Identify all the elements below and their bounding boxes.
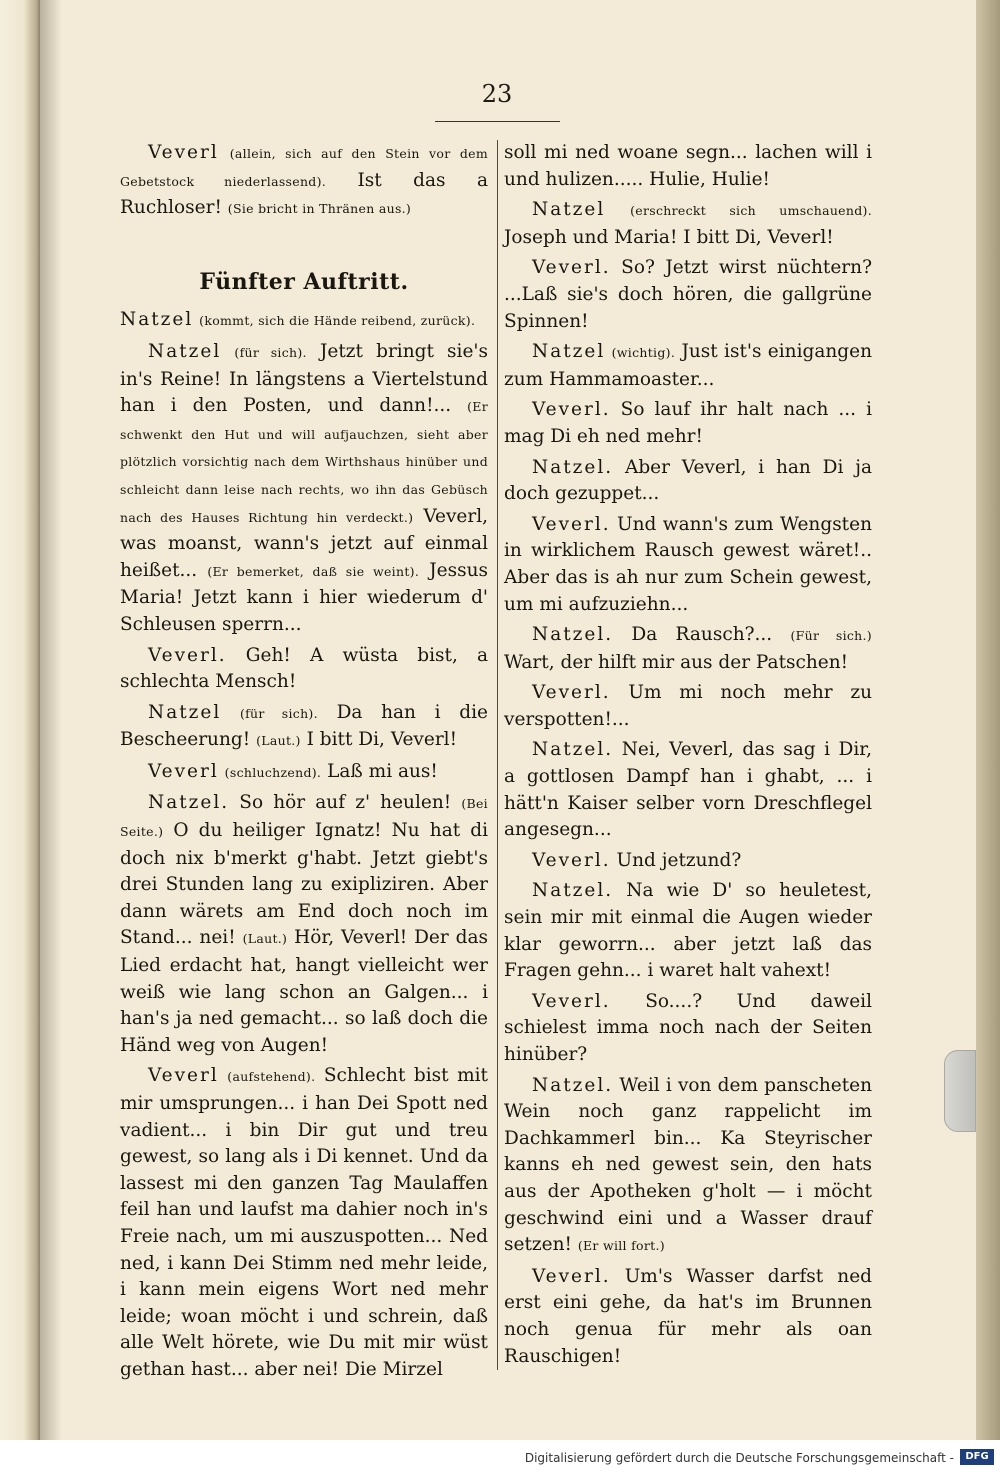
paragraph bbox=[504, 848, 872, 875]
speaker-name: Veverl bbox=[148, 142, 219, 163]
paragraph bbox=[120, 790, 488, 1059]
speaker-name: Natzel. bbox=[532, 739, 614, 761]
paragraph bbox=[504, 197, 872, 251]
stage-direction: (Er schwenkt den Hut und will aufjauchzen, sieht aber plötzlich vorsichtig nach dem Wirthshaus hinüber und schleicht dann leise nach rechts, wo ihn das Gebüsch nach des Hauses Richtung hin verdeckt.) bbox=[120, 399, 488, 525]
speaker-name: Natzel. bbox=[532, 1074, 614, 1096]
speaker-name: Veverl. bbox=[532, 257, 611, 279]
dialogue-text: Schlecht bist mit mir umsprungen... i han Dei Spott ned vadient... i bin Dir gut und treu gewest, so lang als i Di kennet. Und da lassest mi den ganzen Tag Maulaffen feil han und laufst ma dahier noch in's Freie nach, um mi auszuspotten... Ned ned, i kann Dei Stimm ned mehr leide, i kann mein eigens Wort ned mehr leide; woan möcht i und schrein, daß alle Welt hörete, wie Du mit mir wüst gethan hast... aber nei! Die Mirzel bbox=[120, 1065, 488, 1380]
stage-direction: (erschreckt sich umschauend). bbox=[630, 203, 872, 219]
paragraph bbox=[120, 339, 488, 639]
header-rule bbox=[435, 121, 560, 122]
dialogue-text: Und wann's zum Wengsten in wirklichem Rausch gewest wäret!.. Aber das is ah nur zum Schein gewest, um mi aufzuziehn... bbox=[504, 513, 872, 615]
dialogue-text: Hör, Veverl! Der das Lied erdacht hat, hangt vielleicht wer weiß wie lang schon an Galgen... i han's ja ned gemacht... so laß doch die Händ weg von Augen! bbox=[120, 927, 488, 1056]
page-stack-edge bbox=[976, 0, 1000, 1440]
paragraph bbox=[504, 397, 872, 450]
dfg-logo: DFG bbox=[960, 1449, 994, 1465]
paragraph bbox=[504, 512, 872, 618]
stage-direction: (Bei Seite.) bbox=[120, 796, 488, 840]
speaker-name: Natzel. bbox=[532, 456, 614, 478]
paragraph bbox=[504, 878, 872, 984]
dialogue-text: Laß mi aus! bbox=[327, 760, 438, 782]
speaker-name: Veverl. bbox=[148, 644, 227, 666]
speaker-name: Natzel bbox=[532, 199, 606, 221]
dialogue-text: Na wie D' so heuletest, sein mir mit einmal die Augen wieder klar geworrn... aber jetzt laß das Fragen gehn... i waret halt vahext! bbox=[504, 880, 872, 982]
speaker-name: Natzel bbox=[148, 340, 222, 362]
stage-direction: (Für sich.) bbox=[790, 628, 872, 644]
dialogue-text: Um's Wasser darfst ned erst eini gehe, da hat's im Brunnen noch genua für mehr als oan Rauschigen! bbox=[504, 1265, 872, 1367]
speaker-name: Natzel bbox=[148, 701, 222, 723]
paragraph bbox=[504, 339, 872, 393]
paragraph bbox=[504, 455, 872, 508]
dialogue-text: I bitt Di, Veverl! bbox=[306, 729, 458, 751]
dialogue-text: Aber Veverl, i han Di ja doch gezuppet... bbox=[504, 456, 872, 505]
dialogue-text: O du heiliger Ignatz! Nu hat di doch nix b'merkt g'habt. Jetzt giebt's drei Stunden lang zu exipliziren. Aber dann wärets am End doch noch im Stand... nei! bbox=[120, 820, 488, 949]
right-column bbox=[504, 140, 872, 1370]
stage-direction: (für sich). bbox=[234, 344, 307, 360]
left-column bbox=[120, 140, 488, 1384]
stage-direction: (Sie bricht in Thränen aus.) bbox=[227, 201, 412, 217]
dialogue-text: Wart, der hilft mir aus der Patschen! bbox=[504, 651, 849, 673]
paragraph bbox=[120, 759, 488, 787]
speaker-name: Veverl. bbox=[532, 990, 611, 1012]
paragraph bbox=[120, 643, 488, 696]
dialogue-text: So....? Und daweil schielest imma noch nach der Seiten hinüber? bbox=[504, 990, 872, 1065]
speaker-name: Natzel. bbox=[532, 624, 614, 646]
speaker-name: Veverl. bbox=[532, 849, 611, 871]
speaker-name: Natzel. bbox=[148, 792, 230, 814]
section-heading: Fünfter Auftritt. bbox=[199, 268, 409, 295]
dialogue-text: Und jetzund? bbox=[616, 849, 742, 871]
funding-credit: Digitalisierung gefördert durch die Deutsche Forschungsgemeinschaft - bbox=[524, 1451, 954, 1465]
paragraph bbox=[120, 140, 488, 223]
stage-direction: (wichtig). bbox=[611, 345, 676, 361]
dialogue-text: So hör auf z' heulen! bbox=[239, 792, 452, 814]
paragraph bbox=[504, 1264, 872, 1370]
paragraph bbox=[504, 255, 872, 335]
paragraph bbox=[504, 1073, 872, 1260]
speaker-name: Veverl. bbox=[532, 1265, 611, 1287]
paragraph bbox=[120, 1063, 488, 1383]
stage-direction: (allein, sich auf den Stein vor dem Gebetstock niederlassend). bbox=[120, 146, 488, 189]
speaker-name: Veverl bbox=[148, 760, 219, 782]
stage-direction: (Er bemerket, daß sie weint). bbox=[207, 563, 420, 579]
column-divider bbox=[497, 140, 498, 1370]
stage-direction: (schluchzend). bbox=[224, 764, 322, 780]
speaker-name: Natzel bbox=[120, 309, 194, 331]
stage-direction: (kommt, sich die Hände reibend, zurück). bbox=[199, 313, 476, 329]
dialogue-text: Veverl, was moanst, wann's jetzt auf einmal heißet... bbox=[120, 505, 488, 581]
paragraph bbox=[120, 307, 488, 335]
dialogue-text: Jessus Maria! Jetzt kann i hier wiederum d' Schleusen sperrn... bbox=[120, 559, 489, 635]
stage-direction: (für sich). bbox=[239, 705, 318, 721]
paragraph bbox=[504, 140, 872, 193]
paragraph bbox=[120, 700, 488, 755]
paragraph bbox=[504, 737, 872, 843]
speaker-name: Natzel. bbox=[532, 880, 614, 902]
dialogue-text: Just ist's einigangen zum Hammamoaster... bbox=[504, 341, 872, 390]
dialogue-text: Um mi noch mehr zu verspotten!... bbox=[504, 682, 872, 730]
page-clip bbox=[944, 1050, 976, 1132]
dialogue-text: soll mi ned woane segn... lachen will i und hulizen..... Hulie, Hulie! bbox=[504, 142, 872, 190]
dialogue-text: Ist das a Ruchloser! bbox=[120, 169, 488, 219]
dialogue-text: Nei, Veverl, das sag i Dir, a gottlosen Dampf han i ghabt, ... i hätt'n Kaiser selber vorn Dreschflegel angesegn... bbox=[504, 739, 872, 841]
stage-direction: (Laut.) bbox=[256, 733, 301, 749]
dialogue-text: Geh! A wüsta bist, a schlechta Mensch! bbox=[120, 644, 488, 693]
speaker-name: Veverl. bbox=[532, 513, 611, 535]
speaker-name: Natzel bbox=[532, 341, 606, 363]
dialogue-text: So lauf ihr halt nach ... i mag Di eh ned mehr! bbox=[504, 399, 872, 447]
dialogue-text: Jetzt bringt sie's in's Reine! In längstens a Viertelstund han i den Posten, und dann!... bbox=[120, 340, 488, 417]
stage-direction: (aufstehend). bbox=[227, 1069, 316, 1085]
dialogue-text: Weil i von dem panscheten Wein noch ganz rappelicht im Dachkammerl bin... Ka Steyrischer kanns eh ned gewest sein, den hats aus der Apotheken g'holt — i möcht geschwind eini und a Wasser drauf setzen! bbox=[504, 1074, 872, 1256]
previous-page-edge bbox=[0, 0, 40, 1477]
dialogue-text: Joseph und Maria! I bitt Di, Veverl! bbox=[504, 226, 834, 248]
paragraph bbox=[504, 680, 872, 733]
dialogue-text: So? Jetzt wirst nüchtern? ...Laß sie's doch hören, die gallgrüne Spinnen! bbox=[504, 257, 872, 332]
speaker-name: Veverl. bbox=[532, 682, 611, 704]
stage-direction: (Laut.) bbox=[242, 931, 288, 947]
paragraph bbox=[504, 622, 872, 676]
page-number: 23 bbox=[481, 80, 513, 108]
speaker-name: Veverl. bbox=[532, 399, 611, 421]
gutter-shadow bbox=[40, 0, 62, 1477]
speaker-name: Veverl bbox=[148, 1065, 219, 1087]
paragraph bbox=[504, 989, 872, 1069]
dialogue-text: Da Rausch?... bbox=[631, 624, 773, 646]
stage-direction: (Er will fort.) bbox=[577, 1238, 665, 1254]
dialogue-text: Da han i die Bescheerung! bbox=[120, 701, 488, 751]
